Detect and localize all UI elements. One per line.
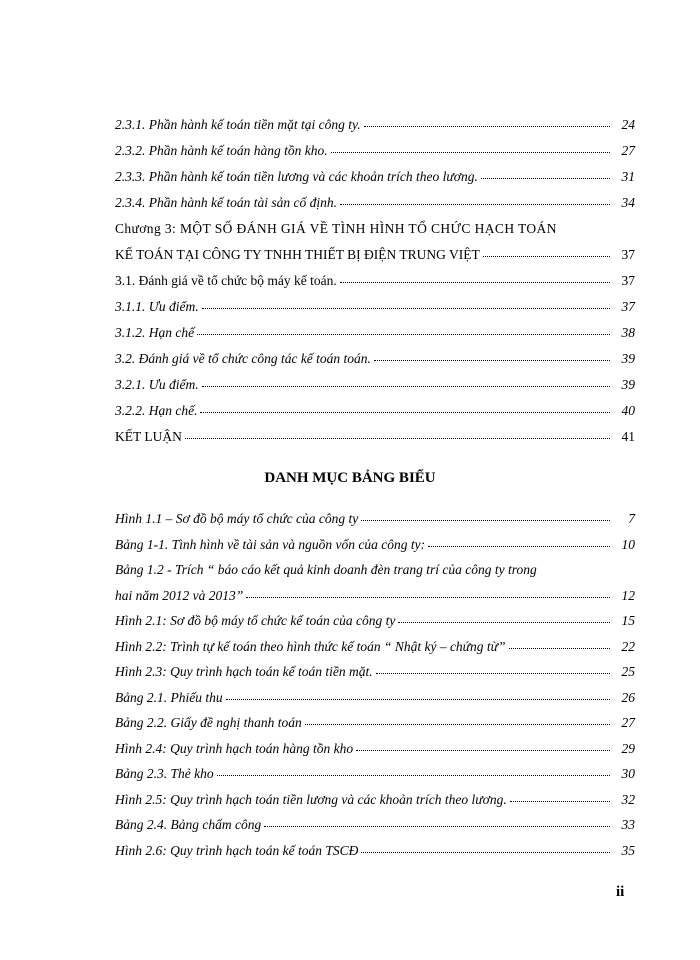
figure-entry-page: 35 <box>621 842 635 858</box>
dot-leader <box>202 307 610 309</box>
toc-entry-page: 37 <box>621 273 635 288</box>
dot-leader <box>185 437 610 439</box>
toc-entry-chapter[interactable] <box>115 242 635 268</box>
toc-entry-conclusion[interactable] <box>115 424 635 450</box>
dot-leader <box>428 545 610 547</box>
dot-leader <box>197 333 610 335</box>
figure-entry-title: Bảng 1-1. Tình hình về tài sản và nguồn vốn của công ty: <box>115 536 426 552</box>
figure-entry[interactable] <box>115 634 635 660</box>
toc-entry-title: KẾ TOÁN TẠI CÔNG TY TNHH THIẾT BỊ ĐIỆN TRUNG VIỆT <box>115 247 480 262</box>
toc-entry-page: 27 <box>621 143 635 158</box>
figure-entry-title: Bảng 2.4. Bảng chấm công <box>115 817 262 832</box>
toc-entry-page: 24 <box>621 117 635 132</box>
figure-entry[interactable] <box>115 812 635 838</box>
toc-entry-page: 41 <box>621 429 635 444</box>
figure-entry-page: 12 <box>621 587 635 603</box>
toc-entry-page: 37 <box>621 247 635 262</box>
dot-leader <box>202 385 610 387</box>
figure-entry-page: 29 <box>621 740 635 756</box>
dot-leader <box>356 749 610 751</box>
dot-leader <box>361 519 610 521</box>
toc-entry-title: 2.3.4. Phần hành kế toán tài sản cố định. <box>115 195 337 210</box>
figure-entry[interactable] <box>115 608 635 634</box>
dot-leader <box>305 723 610 725</box>
figure-entry-page: 22 <box>621 638 635 654</box>
toc-entry-page: 40 <box>621 403 635 418</box>
dot-leader <box>331 151 610 153</box>
toc-entry[interactable] <box>115 294 635 320</box>
toc-entry[interactable] <box>115 346 635 372</box>
figure-entry[interactable] <box>115 659 635 685</box>
figure-entry-title: Hình 2.1: Sơ đồ bộ máy tổ chức kế toán của công ty <box>115 613 396 628</box>
dot-leader <box>217 774 610 776</box>
toc-entry[interactable] <box>115 112 635 138</box>
toc-entry-title: 3.2. Đánh giá về tổ chức công tác kế toán toán. <box>115 351 371 366</box>
dot-leader <box>510 800 610 802</box>
dot-leader <box>374 359 610 361</box>
toc-entry-title: 3.1.2. Hạn chế <box>115 325 195 340</box>
toc-entry[interactable] <box>115 268 635 294</box>
dot-leader <box>200 411 610 413</box>
toc-entry-title: KẾT LUẬN <box>115 429 182 444</box>
dot-leader <box>340 281 610 283</box>
toc-entry[interactable] <box>115 372 635 398</box>
figure-entry-page: 26 <box>621 689 635 705</box>
dot-leader <box>481 177 610 179</box>
figure-entry-title: Bảng 2.3. Thẻ kho <box>115 766 214 781</box>
toc-entry-page: 39 <box>621 351 635 366</box>
figure-entry[interactable] <box>115 736 635 762</box>
table-of-contents <box>115 112 635 450</box>
toc-entry-title: 2.3.3. Phần hành kế toán tiền lương và các khoản trích theo lương. <box>115 169 478 184</box>
figure-entry-page: 15 <box>621 613 635 628</box>
toc-entry-page: 34 <box>621 195 635 210</box>
dot-leader <box>264 825 610 827</box>
toc-entry[interactable] <box>115 190 635 216</box>
toc-entry[interactable] <box>115 164 635 190</box>
dot-leader <box>246 596 610 598</box>
toc-entry-title: 2.3.2. Phần hành kế toán hàng tồn kho. <box>115 143 328 158</box>
toc-entry[interactable] <box>115 398 635 424</box>
figure-entry-page: 27 <box>621 715 635 730</box>
figure-entry-page: 25 <box>621 664 635 679</box>
dot-leader <box>483 255 610 257</box>
toc-entry-title: 2.3.1. Phần hành kế toán tiền mặt tại công ty. <box>115 117 361 132</box>
figure-entry-page: 32 <box>621 791 635 807</box>
figure-entry-page: 33 <box>621 817 635 832</box>
toc-entry-chapter-line1[interactable]: Chương 3: MỘT SỐ ĐÁNH GIÁ VỀ TÌNH HÌNH TỔ CHỨC HẠCH TOÁN <box>115 221 557 236</box>
figure-entry-title: Hình 2.6: Quy trình hạch toán kế toán TSCĐ <box>115 842 359 858</box>
dot-leader <box>398 621 610 623</box>
figure-entry-title: Hình 2.4: Quy trình hạch toán hàng tồn kho <box>115 740 354 756</box>
figure-entry[interactable] <box>115 583 635 609</box>
toc-entry-page: 37 <box>621 299 635 314</box>
toc-entry-title: 3.1. Đánh giá về tổ chức bộ máy kế toán. <box>115 273 337 288</box>
figure-entry-title: Bảng 2.1. Phiếu thu <box>115 689 223 705</box>
page-number: ii <box>616 884 625 900</box>
dot-leader <box>376 672 610 674</box>
toc-entry-page: 39 <box>621 377 635 392</box>
figures-list-title: DANH MỤC BẢNG BIỂU <box>264 470 436 486</box>
figure-entry[interactable] <box>115 761 635 787</box>
toc-entry[interactable] <box>115 320 635 346</box>
dot-leader <box>364 125 610 127</box>
toc-entry[interactable] <box>115 138 635 164</box>
figure-entry[interactable] <box>115 838 635 864</box>
toc-entry-title: 3.1.1. Ưu điểm. <box>115 299 199 314</box>
figure-entry-page: 7 <box>628 511 635 526</box>
figure-entry[interactable] <box>115 710 635 736</box>
figure-entry-title: Bảng 2.2. Giấy đề nghị thanh toán <box>115 715 302 730</box>
figure-entry-title: Hình 2.3: Quy trình hạch toán kế toán tiền mặt. <box>115 664 373 679</box>
toc-entry-title: 3.2.2. Hạn chế. <box>115 403 198 418</box>
figure-entry[interactable] <box>115 685 635 711</box>
dot-leader <box>361 851 610 853</box>
figure-entry[interactable] <box>115 532 635 558</box>
figure-entry-line1[interactable]: Bảng 1.2 - Trích “ báo cáo kết quả kinh doanh đèn trang trí của công ty trong <box>115 562 537 577</box>
figure-entry-title: Hình 1.1 – Sơ đồ bộ máy tổ chức của công ty <box>115 511 359 526</box>
figure-entry-title: Hình 2.5: Quy trình hạch toán tiền lương và các khoản trích theo lương. <box>115 791 507 807</box>
figure-entry-page: 10 <box>621 536 635 552</box>
toc-entry-page: 31 <box>621 169 635 184</box>
dot-leader <box>509 647 610 649</box>
dot-leader <box>340 203 610 205</box>
figure-entry-page: 30 <box>621 766 635 781</box>
figure-entry[interactable] <box>115 787 635 813</box>
figure-entry-title: hai năm 2012 và 2013” <box>115 587 244 603</box>
figure-entry-title: Hình 2.2: Trình tự kế toán theo hình thức kế toán “ Nhật ký – chứng từ” <box>115 638 506 654</box>
dot-leader <box>226 698 610 700</box>
toc-entry-page: 38 <box>621 325 635 340</box>
toc-entry-title: 3.2.1. Ưu điểm. <box>115 377 199 392</box>
figure-entry[interactable] <box>115 506 635 532</box>
list-of-figures <box>115 506 635 863</box>
